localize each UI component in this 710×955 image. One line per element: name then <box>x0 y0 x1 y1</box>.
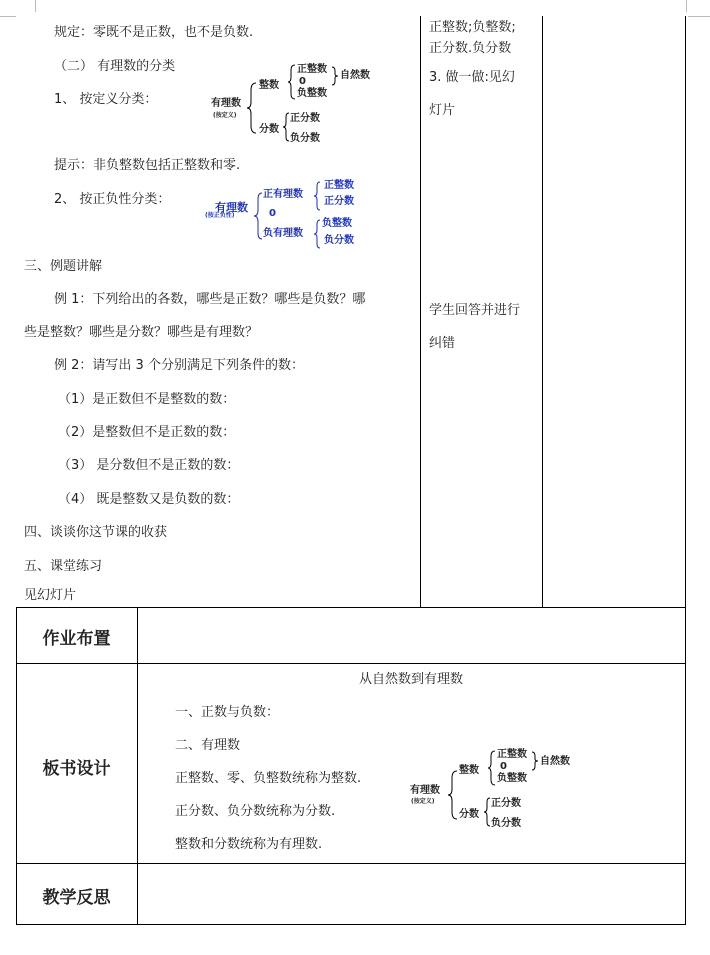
tree1-zero: 0 <box>299 76 306 87</box>
tree2-pos-int: 正整数 <box>324 180 354 191</box>
tree1-integer: 整数 <box>259 80 279 91</box>
corner-mark-left <box>0 16 16 17</box>
condition-4: （4） 既是整数又是负数的数： <box>58 492 240 507</box>
tree1-brace-main <box>247 82 257 134</box>
board-line-3: 正整数、零、负整数统称为整数. <box>175 771 362 786</box>
example1-line1: 例 1：下列给出的各数，哪些是正数？哪些是负数？哪 <box>54 292 366 307</box>
board-tree-brace-integer <box>488 750 496 786</box>
board-line-4: 正分数、负分数统称为分数. <box>175 804 336 819</box>
tree1-brace-integer <box>288 64 296 100</box>
corner-mark-left-v <box>35 0 36 12</box>
board-design-label: 板书设计 <box>42 759 111 779</box>
tree1-neg-frac: 负分数 <box>290 133 320 144</box>
section-four-heading: 四、谈谈你这节课的收获 <box>24 525 168 540</box>
tree2-neg: 负有理数 <box>263 228 303 239</box>
item2-text: 2、 按正负性分类： <box>54 192 171 207</box>
board-tree-zero: 0 <box>500 761 507 772</box>
reflection-label: 教学反思 <box>42 888 111 908</box>
tree2-pos-frac: 正分数 <box>324 196 354 207</box>
example1-line2: 些是整数？哪些是分数？哪些是有理数？ <box>24 325 259 340</box>
board-tree-brace-natural <box>532 751 538 771</box>
tree2-root-sub: (按正负性) <box>205 212 235 219</box>
board-title: 从自然数到有理数 <box>358 672 463 687</box>
board-tree-integer: 整数 <box>459 765 479 776</box>
tree2-root: 有理数 <box>215 201 248 214</box>
student-line-4: 灯片 <box>429 103 456 118</box>
board-tree-brace-fraction <box>484 797 491 827</box>
corner-mark-right <box>688 16 710 17</box>
row-line-1 <box>16 607 686 608</box>
section-five-heading: 五、课堂练习 <box>24 559 103 574</box>
tree1-brace-natural <box>332 66 338 86</box>
board-line-5: 整数和分数统称为有理数. <box>175 837 323 852</box>
section-three-heading: 三、例题讲解 <box>24 259 103 274</box>
board-tree-pos-int: 正整数 <box>497 749 527 760</box>
tree1-root-sub: (按定义) <box>213 112 237 119</box>
row-line-3 <box>16 863 686 864</box>
tree2-neg-int: 负整数 <box>322 218 352 229</box>
label-col-divider <box>137 607 138 924</box>
table-border-right <box>685 16 686 924</box>
tree2-brace-neg <box>314 219 321 249</box>
board-line-2: 二、有理数 <box>175 738 241 753</box>
corner-mark-right-v <box>686 0 687 12</box>
board-tree-root: 有理数 <box>410 785 440 796</box>
student-line-1: 正整数;负整数; <box>429 20 516 35</box>
tree2-brace-main <box>254 192 263 240</box>
homework-label: 作业布置 <box>42 629 111 649</box>
tree1-natural: 自然数 <box>340 70 370 81</box>
tree2-brace-pos <box>314 181 321 211</box>
section-two-heading: （二） 有理数的分类 <box>54 59 176 74</box>
board-tree-natural: 自然数 <box>540 756 570 767</box>
tree1-neg-int: 负整数 <box>297 88 327 99</box>
tree1-root: 有理数 <box>211 98 241 109</box>
board-tree-fraction: 分数 <box>459 809 479 820</box>
tree1-pos-frac: 正分数 <box>290 113 320 124</box>
student-line-5: 学生回答并进行 <box>429 303 521 318</box>
board-tree-brace-main <box>448 770 458 820</box>
tree1-fraction: 分数 <box>259 124 279 135</box>
row-line-4 <box>16 924 686 925</box>
hint-text: 提示：非负整数包括正整数和零. <box>54 158 241 173</box>
tree2-neg-frac: 负分数 <box>324 235 354 246</box>
student-line-3: 3. 做一做:见幻 <box>429 70 515 85</box>
student-line-6: 纠错 <box>429 336 456 351</box>
example2-text: 例 2：请写出 3 个分别满足下列条件的数： <box>54 358 304 373</box>
tree1-brace-fraction <box>283 112 290 142</box>
board-line-1: 一、正数与负数： <box>175 705 280 720</box>
condition-2: （2）是整数但不是正数的数： <box>58 425 236 440</box>
col-divider-1 <box>420 16 421 607</box>
tree2-zero: 0 <box>269 208 276 219</box>
student-line-2: 正分数.负分数 <box>429 41 512 56</box>
item1-text: 1、 按定义分类： <box>54 92 158 107</box>
board-tree-neg-int: 负整数 <box>497 773 527 784</box>
condition-1: （1）是正数但不是整数的数： <box>58 392 236 407</box>
tree2-pos: 正有理数 <box>263 189 303 200</box>
slides-note: 见幻灯片 <box>24 588 77 603</box>
board-tree-pos-frac: 正分数 <box>491 798 521 809</box>
board-tree-neg-frac: 负分数 <box>491 818 521 829</box>
board-tree-root-sub: (按定义) <box>411 798 435 805</box>
row-line-2 <box>16 663 686 664</box>
col-divider-2 <box>542 16 543 607</box>
tree1-pos-int: 正整数 <box>297 64 327 75</box>
rule-text: 规定：零既不是正数，也不是负数. <box>54 25 254 40</box>
condition-3: （3） 是分数但不是正数的数： <box>58 458 240 473</box>
